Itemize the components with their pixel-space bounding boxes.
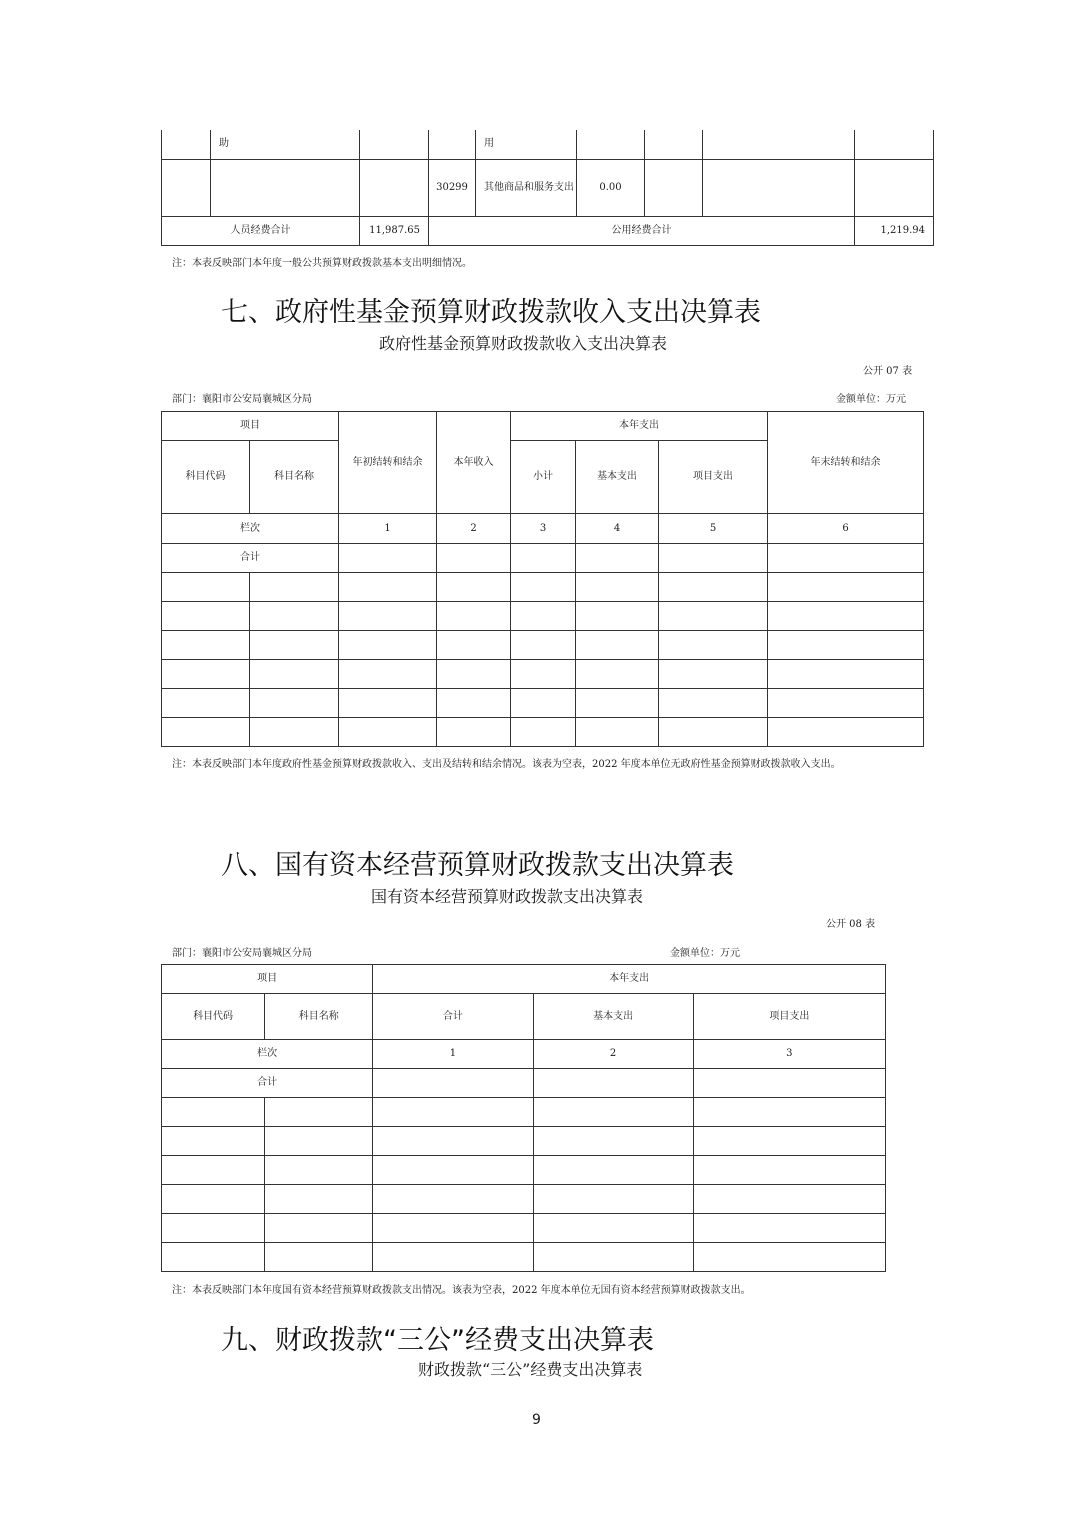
basic-expenditure-table-continued [161,130,934,246]
table-note: 注：本表反映部门本年度国有资本经营预算财政拨款支出情况。该表为空表，2022 年度本单位无国有资本经营预算财政拨款支出。 [172,1285,751,1296]
account-name-cell: 其他商品和服务支出 [476,159,577,216]
totals-row [162,216,934,245]
table-subtitle: 财政拨款“三公”经费支出决算表 [418,1360,643,1379]
header-item: 项目 [162,965,373,994]
page-number: 9 [532,1412,541,1428]
column-number-label: 栏次 [162,514,339,544]
column-number: 2 [533,1040,693,1069]
table-row [162,573,924,602]
total-label: 合计 [162,1069,373,1098]
amount-cell: 0.00 [577,159,645,216]
table-subtitle: 国有资本经营预算财政拨款支出决算表 [371,887,644,906]
column-number: 6 [768,514,924,544]
header-project: 项目支出 [693,994,885,1040]
header-row [162,965,886,994]
header-code: 科目代码 [162,441,250,514]
account-code-cell: 30299 [429,159,476,216]
total-row [162,1069,886,1098]
header-row [162,412,924,441]
government-fund-table [161,411,924,747]
column-number: 2 [437,514,511,544]
table-row [162,1127,886,1156]
section-heading: 七、政府性基金预算财政拨款收入支出决算表 [221,297,761,328]
header-project: 项目支出 [659,441,768,514]
column-number: 3 [693,1040,885,1069]
table-row [162,718,924,747]
table-row [162,602,924,631]
table-cell: 用 [476,130,577,159]
table-subtitle: 政府性基金预算财政拨款收入支出决算表 [379,334,668,353]
section-heading: 九、财政拨款“三公”经费支出决算表 [221,1325,654,1356]
header-name: 科目名称 [265,994,373,1040]
unit-label: 金额单位：万元 [670,948,740,959]
header-item: 项目 [162,412,339,441]
section-heading: 八、国有资本经营预算财政拨款支出决算表 [221,850,734,881]
column-number-row [162,514,924,544]
department-label: 部门：襄阳市公安局襄城区分局 [172,394,312,405]
table-row [162,631,924,660]
header-row [162,994,886,1040]
unit-label: 金额单位：万元 [836,394,906,405]
form-number: 公开 08 表 [826,919,876,930]
header-basic: 基本支出 [533,994,693,1040]
table-note: 注：本表反映部门本年度政府性基金预算财政拨款收入、支出及结转和结余情况。该表为空表，2022 年度本单位无政府性基金预算财政拨款收入支出。 [172,759,841,770]
column-number: 1 [373,1040,533,1069]
header-income: 本年收入 [437,412,511,514]
header-expenditure: 本年支出 [511,412,768,441]
table-row [162,159,934,216]
column-number: 3 [511,514,576,544]
header-basic: 基本支出 [576,441,659,514]
table-row [162,1185,886,1214]
header-beginning-balance: 年初结转和结余 [339,412,437,514]
personnel-total-label: 人员经费合计 [162,216,360,245]
table-row [162,1098,886,1127]
column-number: 5 [659,514,768,544]
table-row [162,1156,886,1185]
header-ending-balance: 年末结转和结余 [768,412,924,514]
header-total: 合计 [373,994,533,1040]
state-capital-table [161,964,886,1272]
total-row [162,544,924,573]
column-number-row [162,1040,886,1069]
table-row [162,689,924,718]
public-total-label: 公用经费合计 [429,216,855,245]
public-total-value: 1,219.94 [855,216,934,245]
column-number: 4 [576,514,659,544]
total-label: 合计 [162,544,339,573]
department-label: 部门：襄阳市公安局襄城区分局 [172,948,312,959]
table-cell: 助 [211,130,360,159]
table-row [162,1214,886,1243]
header-expenditure: 本年支出 [373,965,886,994]
personnel-total-value: 11,987.65 [360,216,429,245]
header-name: 科目名称 [250,441,339,514]
table-row [162,130,934,159]
column-number: 1 [339,514,437,544]
header-code: 科目代码 [162,994,265,1040]
table-note: 注：本表反映部门本年度一般公共预算财政拨款基本支出明细情况。 [172,258,472,269]
table-row [162,1243,886,1272]
header-subtotal: 小计 [511,441,576,514]
table-row [162,660,924,689]
column-number-label: 栏次 [162,1040,373,1069]
form-number: 公开 07 表 [863,366,913,377]
